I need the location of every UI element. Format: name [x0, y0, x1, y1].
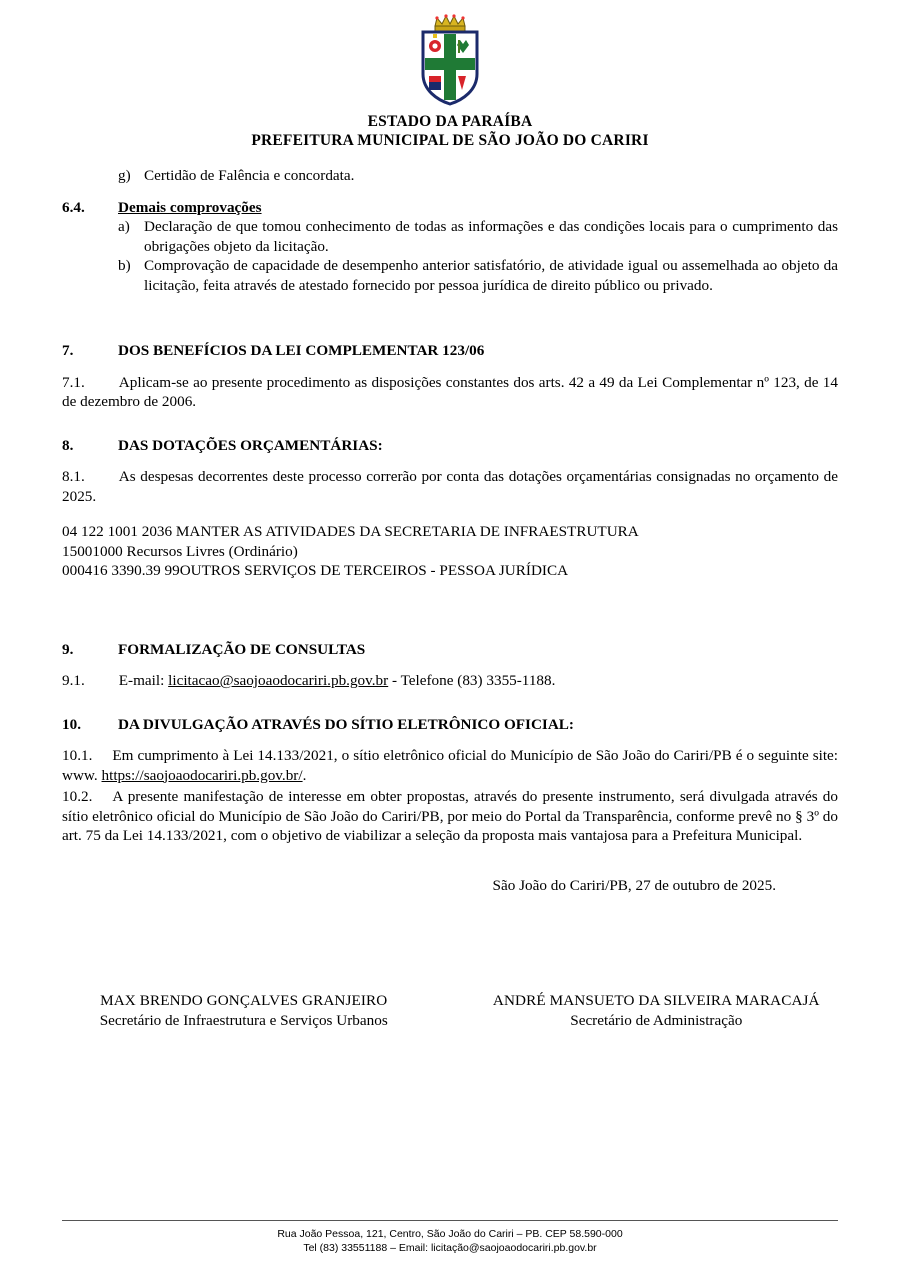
section-9 [62, 640, 838, 660]
paragraph-text: Aplicam-se ao presente procedimento as disposições constantes dos arts. 42 a 49 da Lei Complementar nº 123, de 14 de dezembro de 2006. [62, 373, 838, 410]
budget-line-1: 04 122 1001 2036 MANTER AS ATIVIDADES DA SECRETARIA DE INFRAESTRUTURA [62, 523, 639, 540]
section-title: DA DIVULGAÇÃO ATRAVÉS DO SÍTIO ELETRÔNICO OFICIAL: [118, 715, 574, 733]
paragraph-number: 10.1. [62, 747, 93, 764]
list-item [118, 217, 838, 256]
list-marker: a) [118, 218, 130, 235]
footer-contact: Tel (83) 33551188 – Email: licitação@saojoaodocariri.pb.gov.br [303, 1242, 597, 1254]
website-link[interactable]: https://saojoaodocariri.pb.gov.br/ [101, 766, 303, 784]
section-title: DOS BENEFÍCIOS DA LEI COMPLEMENTAR 123/06 [118, 342, 485, 359]
paragraph-7-1 [62, 373, 838, 412]
paragraph-number: 8.1. [62, 468, 85, 485]
paragraph-text: Em cumprimento à Lei 14.133/2021, o sítio eletrônico oficial do Município de São João do Cariri/PB é o seguinte site: www. [62, 747, 838, 784]
header-municipality: PREFEITURA MUNICIPAL DE SÃO JOÃO DO CARIRI [251, 132, 649, 149]
paragraph-text: As despesas decorrentes deste processo correrão por conta das dotações orçamentárias consignadas no orçamento de 2025. [62, 468, 838, 505]
email-label: E-mail: [118, 672, 165, 689]
list-item [118, 166, 838, 186]
section-number: 7. [62, 342, 74, 359]
coat-of-arms-icon [413, 14, 487, 106]
signatory-role: Secretário de Infraestrutura e Serviços Urbanos [99, 1012, 388, 1029]
section-10 [62, 715, 838, 735]
footer-address: Rua João Pessoa, 121, Centro, São João do Cariri – PB. CEP 58.590-000 [277, 1228, 623, 1240]
paragraph-8-1 [62, 467, 838, 506]
budget-line-3: 000416 3390.39 99OUTROS SERVIÇOS DE TERCEIROS - PESSOA JURÍDICA [62, 562, 569, 579]
budget-allocation [62, 522, 838, 581]
list-item [118, 256, 838, 295]
paragraph-9-1 [62, 671, 838, 691]
signature-area [62, 991, 838, 1031]
list-marker: g) [118, 167, 131, 184]
footer-divider [62, 1220, 838, 1221]
signature-block-right [481, 991, 832, 1031]
section-number: 9. [62, 640, 74, 658]
paragraph-text-after: . [302, 766, 307, 784]
paragraph-text: A presente manifestação de interesse em obter propostas, através do presente instrumento, será divulgada através do sítio eletrônico oficial do Município de São João do Cariri/PB, por meio do Portal da Transparência, conforme prevê no § 3º do art. 75 da Lei 14.133/2021, com o objetivo de viabilizar a seleção da proposta mais vantajosa para a Prefeitura Municipal. [62, 788, 838, 844]
list-text: Declaração de que tomou conhecimento de todas as informações e das condições locais para o cumprimento das obrigações objeto da licitação. [144, 218, 838, 255]
signatory-name: ANDRÉ MANSUETO DA SILVEIRA MARACAJÁ [492, 992, 820, 1009]
paragraph-10-1 [62, 746, 838, 785]
section-title: DAS DOTAÇÕES ORÇAMENTÁRIAS: [118, 436, 383, 454]
paragraph-number: 7.1. [62, 373, 85, 391]
header-state: ESTADO DA PARAÍBA [367, 113, 533, 130]
list-text: Certidão de Falência e concordata. [144, 167, 355, 184]
place-and-date: São João do Cariri/PB, 27 de outubro de 2025. [492, 876, 776, 894]
paragraph-number: 10.2. [62, 788, 93, 805]
section-8 [62, 436, 838, 456]
section-number: 10. [62, 715, 81, 733]
section-title: Demais comprovações [118, 198, 262, 216]
signatory-name: MAX BRENDO GONÇALVES GRANJEIRO [100, 992, 388, 1009]
list-text: Comprovação de capacidade de desempenho anterior satisfatório, de atividade igual ou assemelhada ao objeto da licitação, feita através de atestado fornecido por pessoa jurídica de direito público ou privado. [144, 257, 838, 294]
page-footer [62, 1220, 838, 1255]
document-body [62, 166, 838, 1031]
section-number: 8. [62, 436, 74, 454]
list-marker: b) [118, 257, 131, 274]
signature-block-left [68, 991, 419, 1031]
section-7 [62, 341, 838, 361]
email-link[interactable]: licitacao@saojoaodocariri.pb.gov.br [168, 672, 389, 689]
document-header [62, 14, 838, 150]
section-6-4 [62, 198, 838, 218]
section-title: FORMALIZAÇÃO DE CONSULTAS [118, 640, 366, 658]
phone-text: - Telefone (83) 3355-1188. [392, 672, 556, 689]
section-number: 6.4. [62, 198, 85, 216]
paragraph-number: 9.1. [62, 672, 85, 689]
paragraph-10-2 [62, 787, 838, 846]
signatory-role: Secretário de Administração [570, 1012, 743, 1029]
budget-line-2: 15001000 Recursos Livres (Ordinário) [62, 542, 298, 560]
